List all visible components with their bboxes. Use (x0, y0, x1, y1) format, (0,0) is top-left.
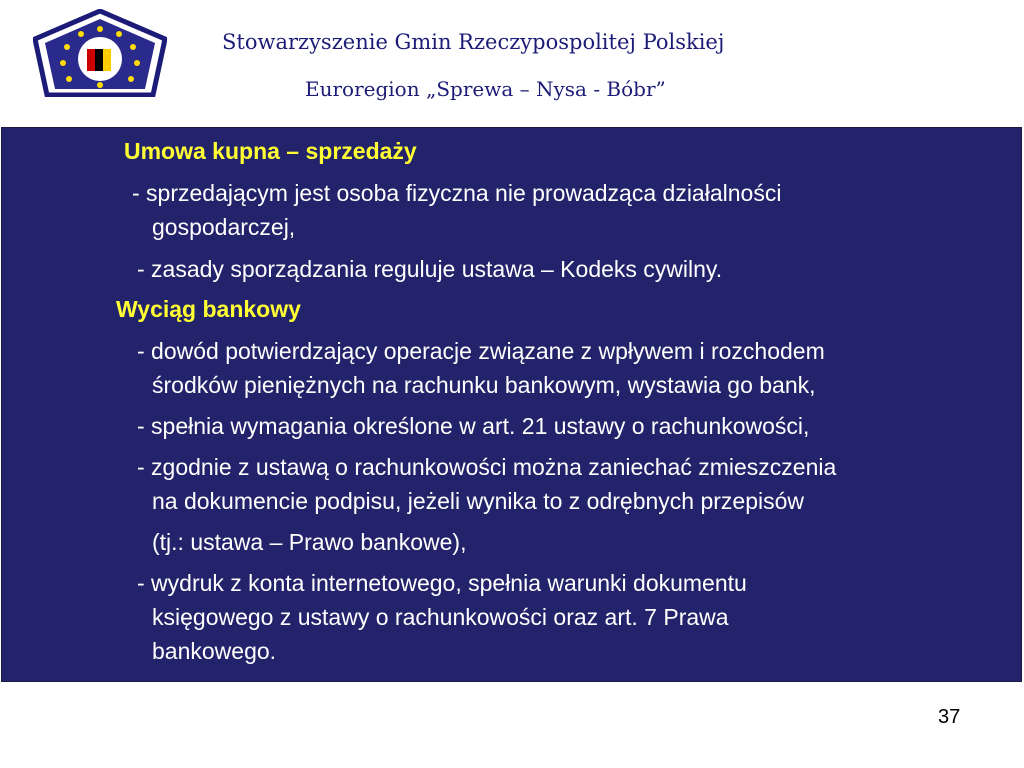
section-heading-umowa: Umowa kupna – sprzedaży (124, 138, 417, 164)
text-line: bankowego. (152, 638, 277, 664)
text-line: - sprzedającym jest osoba fizyczna nie prowadząca działalności (132, 180, 782, 206)
text-line: - wydruk z konta internetowego, spełnia warunki dokumentu (137, 570, 747, 596)
organization-subtitle: Euroregion „Sprewa – Nysa - Bóbr” (305, 77, 666, 101)
organization-title: Stowarzyszenie Gmin Rzeczypospolitej Polskiej (222, 30, 725, 54)
text-line: środków pieniężnych na rachunku bankowym, wystawia go bank, (152, 372, 816, 398)
text-line: - zasady sporządzania reguluje ustawa – Kodeks cywilny. (137, 256, 723, 282)
page-number: 37 (938, 706, 961, 728)
slide-header (0, 0, 1024, 127)
section-heading-wyciag: Wyciąg bankowy (116, 296, 301, 322)
text-line: - dowód potwierdzający operacje związane z wpływem i rozchodem (137, 338, 825, 364)
text-line: gospodarczej, (152, 214, 296, 240)
text-line: na dokumencie podpisu, jeżeli wynika to z odrębnych przepisów (152, 488, 805, 514)
text-line: - zgodnie z ustawą o rachunkowości można zaniechać zmieszczenia (137, 454, 837, 480)
text-line: księgowego z ustawy o rachunkowości oraz art. 7 Prawa (152, 604, 729, 630)
text-line: - spełnia wymagania określone w art. 21 ustawy o rachunkowości, (137, 413, 810, 439)
euroregion-logo-icon (33, 9, 167, 97)
content-panel (1, 127, 1022, 682)
text-line: (tj.: ustawa – Prawo bankowe), (152, 529, 467, 555)
